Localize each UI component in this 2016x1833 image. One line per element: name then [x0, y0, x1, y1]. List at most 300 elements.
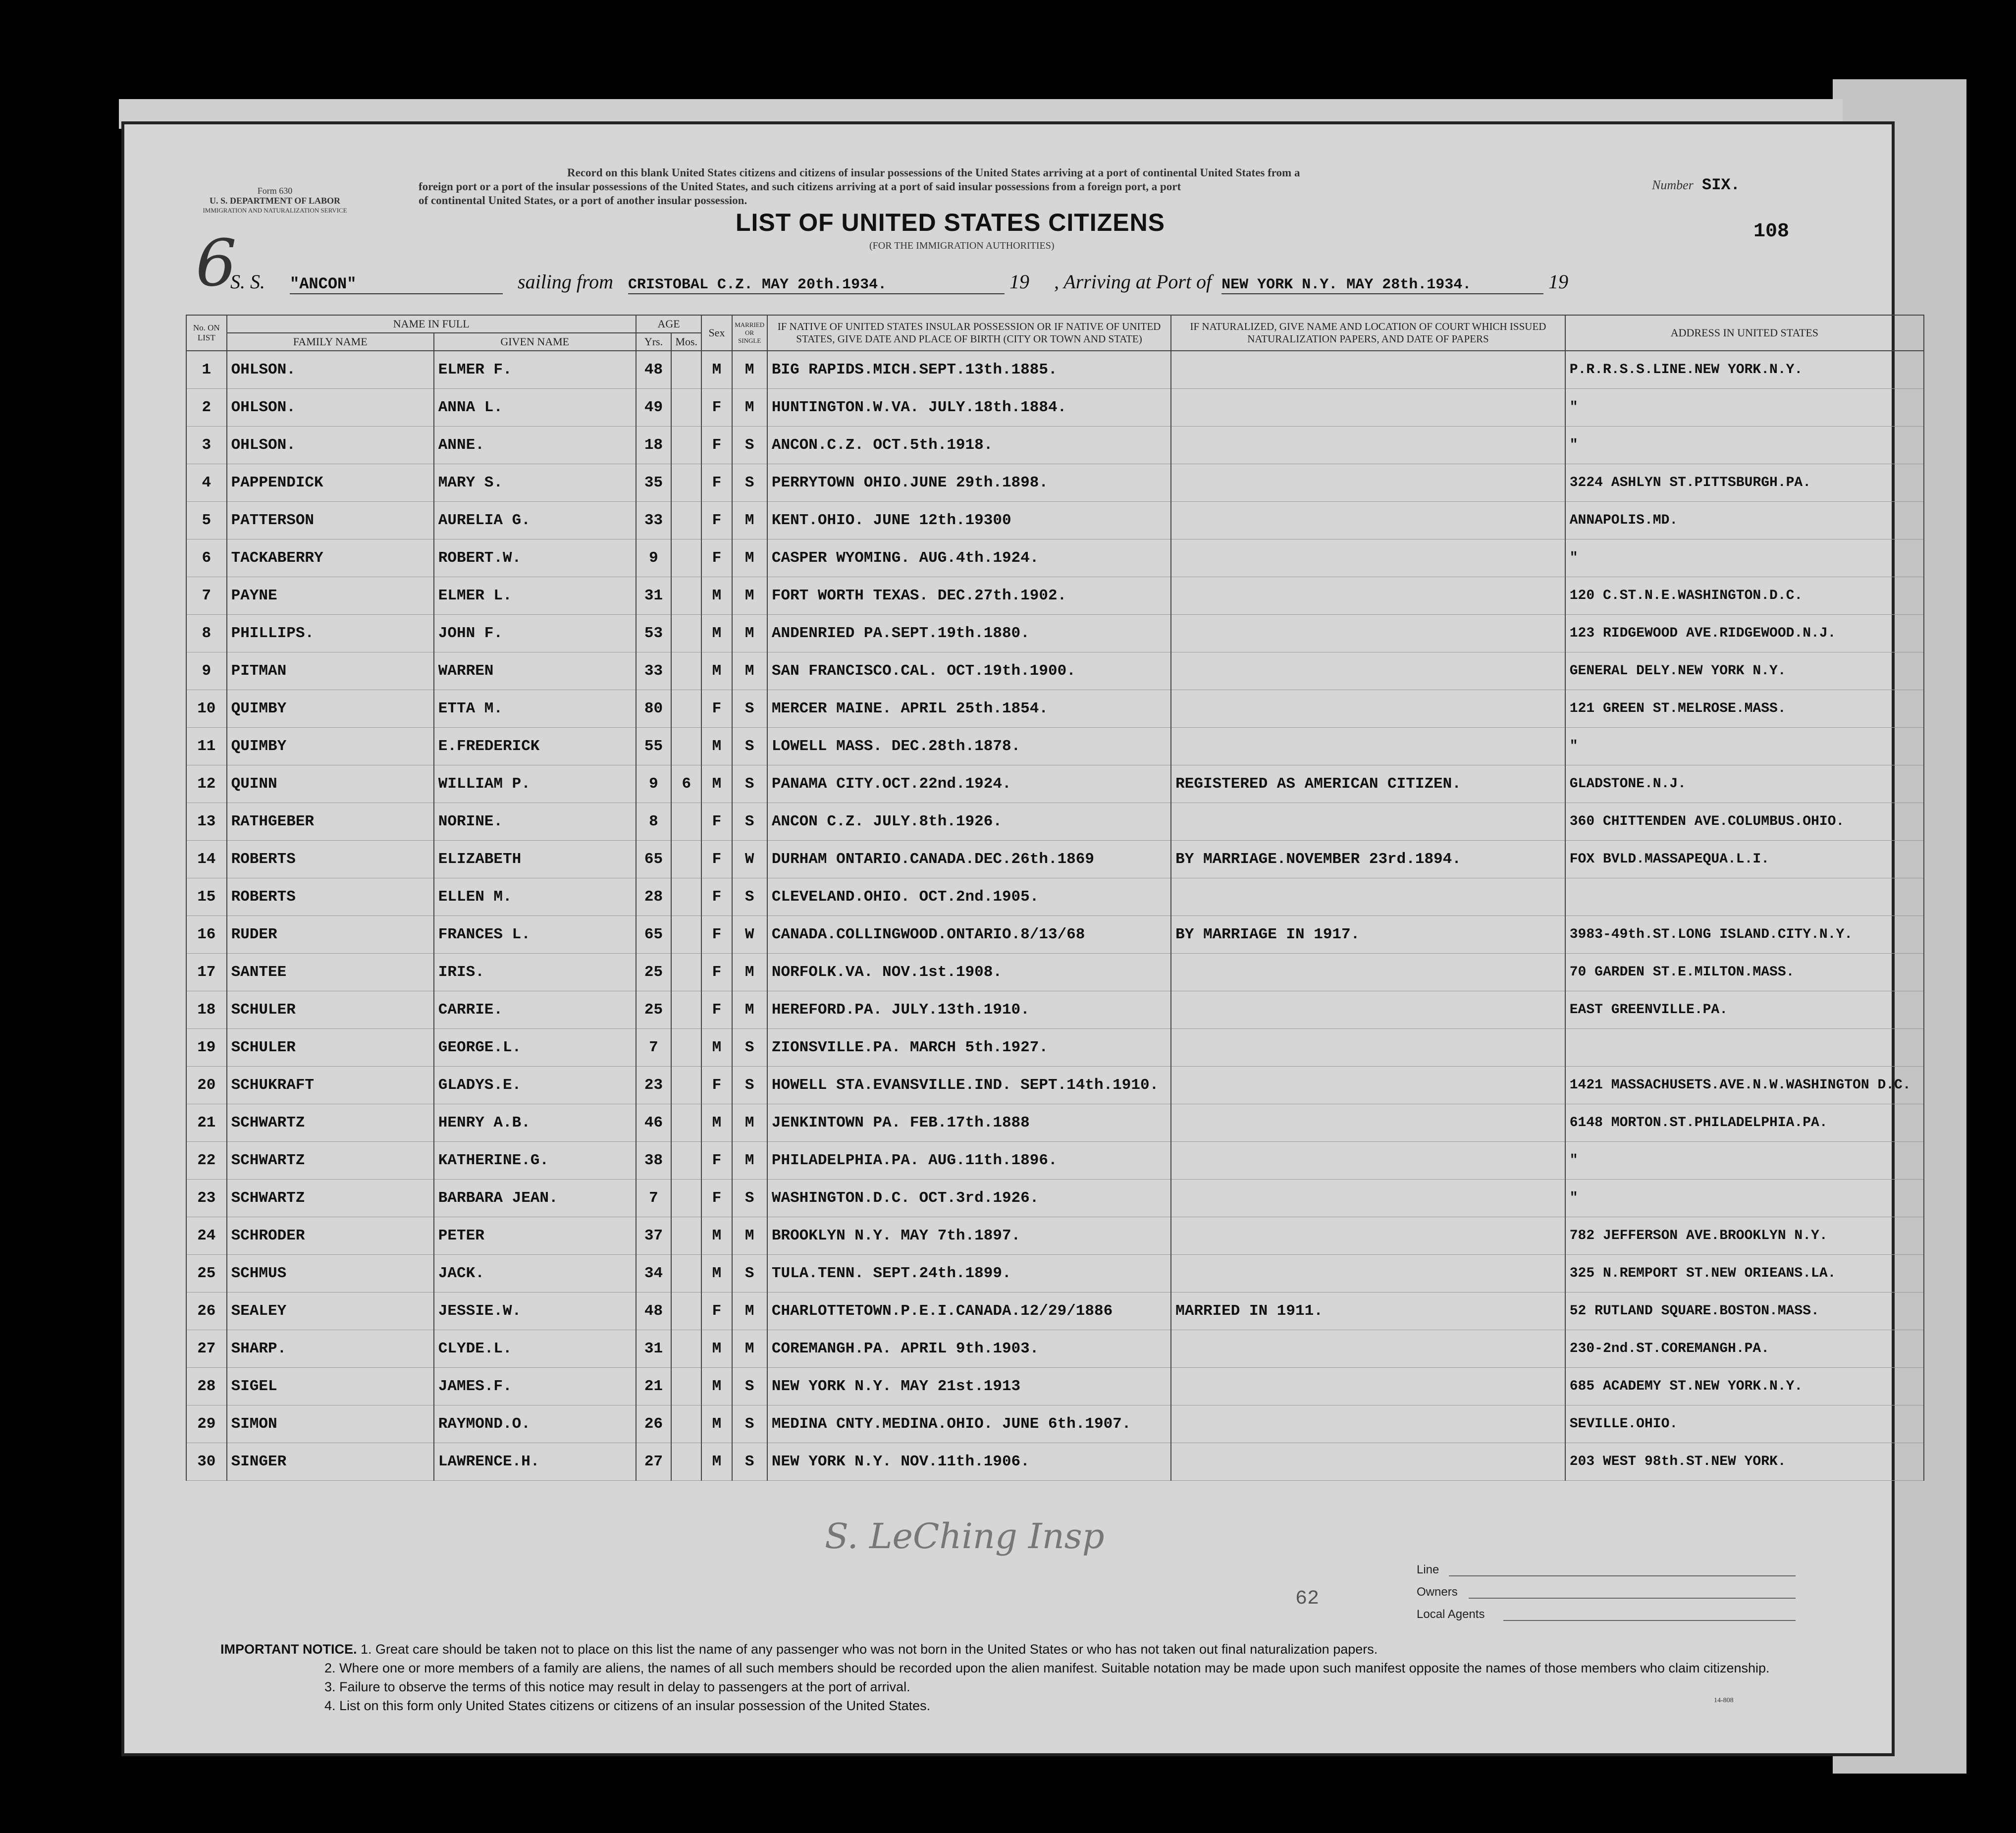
table-row: [186, 351, 1924, 389]
naturalization-cell: [1171, 690, 1565, 728]
year-label-arrival: 19: [1548, 270, 1569, 293]
row-number-cell: 14: [186, 841, 227, 878]
form-number: Form 630: [257, 186, 293, 196]
family-name-cell: OHLSON.: [227, 427, 434, 464]
birth-place-date-cell: TULA.TENN. SEPT.24th.1899.: [767, 1255, 1171, 1293]
table-row: [186, 1180, 1924, 1217]
age-years-cell: 18: [636, 427, 671, 464]
sex-cell: F: [701, 878, 732, 916]
given-name-cell: ELMER L.: [434, 577, 636, 615]
birth-place-date-cell: CHARLOTTETOWN.P.E.I.CANADA.12/29/1886: [767, 1293, 1171, 1330]
birth-place-date-cell: MEDINA CNTY.MEDINA.OHIO. JUNE 6th.1907.: [767, 1405, 1171, 1443]
family-name-cell: SIMON: [227, 1405, 434, 1443]
row-number-cell: 3: [186, 427, 227, 464]
sex-cell: F: [701, 502, 732, 539]
given-name-cell: BARBARA JEAN.: [434, 1180, 636, 1217]
table-row: [186, 991, 1924, 1029]
age-years-cell: 80: [636, 690, 671, 728]
punch-hole: [83, 1499, 105, 1520]
age-months-cell: [671, 464, 701, 502]
table-row: [186, 1405, 1924, 1443]
table-row: [186, 1104, 1924, 1142]
page-title: LIST OF UNITED STATES CITIZENS: [736, 209, 1166, 236]
birth-place-date-cell: JENKINTOWN PA. FEB.17th.1888: [767, 1104, 1171, 1142]
age-years-cell: 7: [636, 1180, 671, 1217]
naturalization-cell: BY MARRIAGE.NOVEMBER 23rd.1894.: [1171, 841, 1565, 878]
family-name-cell: TACKABERRY: [227, 539, 434, 577]
table-row: [186, 1368, 1924, 1405]
age-years-cell: 53: [636, 615, 671, 652]
family-name-cell: SCHWARTZ: [227, 1180, 434, 1217]
row-number-cell: 10: [186, 690, 227, 728]
naturalization-cell: BY MARRIAGE IN 1917.: [1171, 916, 1565, 954]
birth-place-date-cell: HEREFORD.PA. JULY.13th.1910.: [767, 991, 1171, 1029]
age-years-cell: 31: [636, 577, 671, 615]
family-name-cell: PATTERSON: [227, 502, 434, 539]
col-yrs: Yrs.: [636, 333, 671, 351]
row-number-cell: 21: [186, 1104, 227, 1142]
sex-cell: M: [701, 1443, 732, 1481]
sex-cell: F: [701, 690, 732, 728]
sex-cell: M: [701, 1104, 732, 1142]
sex-cell: F: [701, 1067, 732, 1104]
naturalization-cell: [1171, 1405, 1565, 1443]
family-name-cell: RATHGEBER: [227, 803, 434, 841]
table-row: [186, 765, 1924, 803]
given-name-cell: RAYMOND.O.: [434, 1405, 636, 1443]
us-address-cell: [1565, 878, 1924, 916]
age-years-cell: 34: [636, 1255, 671, 1293]
age-years-cell: 7: [636, 1029, 671, 1067]
family-name-cell: SCHRODER: [227, 1217, 434, 1255]
age-months-cell: [671, 1104, 701, 1142]
us-address-cell: EAST GREENVILLE.PA.: [1565, 991, 1924, 1029]
marital-status-cell: M: [732, 652, 767, 690]
naturalization-cell: [1171, 1067, 1565, 1104]
naturalization-cell: [1171, 1368, 1565, 1405]
given-name-cell: AURELIA G.: [434, 502, 636, 539]
marital-status-cell: S: [732, 464, 767, 502]
age-months-cell: [671, 427, 701, 464]
us-address-cell: 120 C.ST.N.E.WASHINGTON.D.C.: [1565, 577, 1924, 615]
birth-place-date-cell: ANCON.C.Z. OCT.5th.1918.: [767, 427, 1171, 464]
age-months-cell: [671, 539, 701, 577]
sailing-label: sailing from: [518, 270, 613, 293]
naturalization-cell: [1171, 1029, 1565, 1067]
naturalization-cell: [1171, 652, 1565, 690]
sex-cell: M: [701, 728, 732, 765]
us-address-cell: 3224 ASHLYN ST.PITTSBURGH.PA.: [1565, 464, 1924, 502]
given-name-cell: WARREN: [434, 652, 636, 690]
age-months-cell: [671, 690, 701, 728]
family-name-cell: RUDER: [227, 916, 434, 954]
family-name-cell: OHLSON.: [227, 389, 434, 427]
table-row: [186, 577, 1924, 615]
age-months-cell: [671, 1029, 701, 1067]
page-subtitle: (FOR THE IMMIGRATION AUTHORITIES): [869, 240, 1055, 251]
notice-item-3: 3. Failure to observe the terms of this notice may result in delay to passengers at the port of arrival.: [324, 1679, 910, 1694]
marital-status-cell: S: [732, 803, 767, 841]
naturalization-cell: [1171, 502, 1565, 539]
intro-line-1: Record on this blank United States citizens and citizens of insular possessions of the United States arriving at a port of continental United States from a: [567, 166, 1300, 179]
col-mos: Mos.: [671, 333, 701, 351]
table-row: [186, 615, 1924, 652]
given-name-cell: E.FREDERICK: [434, 728, 636, 765]
sex-cell: F: [701, 954, 732, 991]
punch-hole: [83, 721, 105, 743]
age-months-cell: [671, 841, 701, 878]
age-years-cell: 25: [636, 991, 671, 1029]
us-address-cell: 203 WEST 98th.ST.NEW YORK.: [1565, 1443, 1924, 1481]
us-address-cell: 70 GARDEN ST.E.MILTON.MASS.: [1565, 954, 1924, 991]
marital-status-cell: M: [732, 1330, 767, 1368]
given-name-cell: ELLEN M.: [434, 878, 636, 916]
row-number-cell: 8: [186, 615, 227, 652]
given-name-cell: PETER: [434, 1217, 636, 1255]
given-name-cell: NORINE.: [434, 803, 636, 841]
family-name-cell: SCHULER: [227, 1029, 434, 1067]
marital-status-cell: W: [732, 841, 767, 878]
line-label: Line: [1417, 1563, 1439, 1576]
punch-hole: [83, 632, 105, 653]
family-name-cell: SCHULER: [227, 991, 434, 1029]
local-agents-label: Local Agents: [1417, 1608, 1485, 1621]
form-id-block: [196, 186, 354, 216]
us-address-cell: 52 RUTLAND SQUARE.BOSTON.MASS.: [1565, 1293, 1924, 1330]
table-row: [186, 728, 1924, 765]
sex-cell: M: [701, 1330, 732, 1368]
marital-status-cell: S: [732, 1029, 767, 1067]
given-name-cell: JAMES.F.: [434, 1368, 636, 1405]
marital-status-cell: M: [732, 1142, 767, 1180]
family-name-cell: PHILLIPS.: [227, 615, 434, 652]
marital-status-cell: M: [732, 502, 767, 539]
age-months-cell: [671, 1443, 701, 1481]
given-name-cell: ANNA L.: [434, 389, 636, 427]
table-row: [186, 502, 1924, 539]
owners-label: Owners: [1417, 1585, 1458, 1599]
age-years-cell: 35: [636, 464, 671, 502]
birth-place-date-cell: LOWELL MASS. DEC.28th.1878.: [767, 728, 1171, 765]
us-address-cell: ": [1565, 539, 1924, 577]
table-row: [186, 841, 1924, 878]
naturalization-cell: [1171, 577, 1565, 615]
us-address-cell: GENERAL DELY.NEW YORK N.Y.: [1565, 652, 1924, 690]
age-months-cell: [671, 1330, 701, 1368]
age-months-cell: [671, 1405, 701, 1443]
intro-line-2: foreign port or a port of the insular possessions of the United States, and such citizens arriving at a port of said insular possessions from a foreign port, a port: [419, 180, 1181, 193]
sex-cell: F: [701, 803, 732, 841]
given-name-cell: ROBERT.W.: [434, 539, 636, 577]
birth-place-date-cell: NORFOLK.VA. NOV.1st.1908.: [767, 954, 1171, 991]
us-address-cell: SEVILLE.OHIO.: [1565, 1405, 1924, 1443]
age-months-cell: [671, 615, 701, 652]
age-months-cell: [671, 577, 701, 615]
family-name-cell: SINGER: [227, 1443, 434, 1481]
table-row: [186, 1443, 1924, 1481]
col-no: No. ON LIST: [186, 315, 227, 351]
age-years-cell: 8: [636, 803, 671, 841]
given-name-cell: KATHERINE.G.: [434, 1142, 636, 1180]
given-name-cell: GEORGE.L.: [434, 1029, 636, 1067]
birth-place-date-cell: PANAMA CITY.OCT.22nd.1924.: [767, 765, 1171, 803]
notice-title: IMPORTANT NOTICE.: [220, 1642, 357, 1657]
family-name-cell: SCHWARTZ: [227, 1104, 434, 1142]
marital-status-cell: M: [732, 389, 767, 427]
table-row: [186, 690, 1924, 728]
sex-cell: F: [701, 991, 732, 1029]
naturalization-cell: [1171, 1180, 1565, 1217]
us-address-cell: 1421 MASSACHUSETS.AVE.N.W.WASHINGTON D.C.: [1565, 1067, 1924, 1104]
naturalization-cell: [1171, 427, 1565, 464]
table-row: [186, 1217, 1924, 1255]
birth-place-date-cell: COREMANGH.PA. APRIL 9th.1903.: [767, 1330, 1171, 1368]
port-of-arrival: NEW YORK N.Y. MAY 28th.1934.: [1221, 276, 1543, 294]
arriving-label: , Arriving at Port of: [1054, 270, 1212, 293]
sex-cell: M: [701, 1368, 732, 1405]
sex-cell: M: [701, 615, 732, 652]
list-number: [1652, 176, 1740, 194]
us-address-cell: GLADSTONE.N.J.: [1565, 765, 1924, 803]
age-years-cell: 27: [636, 1443, 671, 1481]
us-address-cell: 782 JEFFERSON AVE.BROOKLYN N.Y.: [1565, 1217, 1924, 1255]
row-number-cell: 26: [186, 1293, 227, 1330]
marital-status-cell: M: [732, 1217, 767, 1255]
us-address-cell: 3983-49th.ST.LONG ISLAND.CITY.N.Y.: [1565, 916, 1924, 954]
sex-cell: F: [701, 427, 732, 464]
marital-status-cell: S: [732, 690, 767, 728]
table-row: [186, 652, 1924, 690]
age-months-cell: [671, 878, 701, 916]
age-years-cell: 31: [636, 1330, 671, 1368]
table-row: [186, 803, 1924, 841]
manifest-page: [121, 121, 1911, 1756]
sex-cell: M: [701, 1217, 732, 1255]
marital-status-cell: S: [732, 1067, 767, 1104]
given-name-cell: MARY S.: [434, 464, 636, 502]
sex-cell: M: [701, 1405, 732, 1443]
family-name-cell: QUIMBY: [227, 728, 434, 765]
family-name-cell: SEALEY: [227, 1293, 434, 1330]
marital-status-cell: M: [732, 1293, 767, 1330]
us-address-cell: 123 RIDGEWOOD AVE.RIDGEWOOD.N.J.: [1565, 615, 1924, 652]
table-row: [186, 878, 1924, 916]
given-name-cell: JACK.: [434, 1255, 636, 1293]
row-number-cell: 22: [186, 1142, 227, 1180]
birth-place-date-cell: CASPER WYOMING. AUG.4th.1924.: [767, 539, 1171, 577]
marital-status-cell: M: [732, 991, 767, 1029]
age-years-cell: 26: [636, 1405, 671, 1443]
us-address-cell: FOX BVLD.MASSAPEQUA.L.I.: [1565, 841, 1924, 878]
table-row: [186, 1330, 1924, 1368]
family-name-cell: QUIMBY: [227, 690, 434, 728]
sex-cell: M: [701, 1255, 732, 1293]
age-years-cell: 65: [636, 841, 671, 878]
age-years-cell: 37: [636, 1217, 671, 1255]
table-row: [186, 1255, 1924, 1293]
naturalization-cell: [1171, 954, 1565, 991]
birth-place-date-cell: DURHAM ONTARIO.CANADA.DEC.26th.1869: [767, 841, 1171, 878]
us-address-cell: [1565, 1029, 1924, 1067]
row-number-cell: 4: [186, 464, 227, 502]
sex-cell: M: [701, 652, 732, 690]
us-address-cell: ANNAPOLIS.MD.: [1565, 502, 1924, 539]
row-number-cell: 6: [186, 539, 227, 577]
col-naturalized: IF NATURALIZED, GIVE NAME AND LOCATION OF COURT WHICH ISSUED NATURALIZATION PAPERS, AND DATE OF PAPERS: [1171, 315, 1565, 351]
marital-status-cell: M: [732, 1104, 767, 1142]
marital-status-cell: S: [732, 765, 767, 803]
row-number-cell: 9: [186, 652, 227, 690]
family-name-cell: PAYNE: [227, 577, 434, 615]
age-months-cell: [671, 389, 701, 427]
birth-place-date-cell: KENT.OHIO. JUNE 12th.19300: [767, 502, 1171, 539]
row-number-cell: 29: [186, 1405, 227, 1443]
row-number-cell: 15: [186, 878, 227, 916]
naturalization-cell: [1171, 803, 1565, 841]
family-name-cell: SCHMUS: [227, 1255, 434, 1293]
age-months-cell: [671, 1067, 701, 1104]
service-name: IMMIGRATION AND NATURALIZATION SERVICE: [203, 207, 347, 214]
birth-place-date-cell: NEW YORK N.Y. MAY 21st.1913: [767, 1368, 1171, 1405]
row-number-cell: 25: [186, 1255, 227, 1293]
birth-place-date-cell: CANADA.COLLINGWOOD.ONTARIO.8/13/68: [767, 916, 1171, 954]
given-name-cell: JESSIE.W.: [434, 1293, 636, 1330]
age-years-cell: 49: [636, 389, 671, 427]
marital-status-cell: S: [732, 1255, 767, 1293]
marital-status-cell: S: [732, 427, 767, 464]
age-years-cell: 25: [636, 954, 671, 991]
birth-place-date-cell: ZIONSVILLE.PA. MARCH 5th.1927.: [767, 1029, 1171, 1067]
col-age: AGE: [636, 315, 702, 333]
us-address-cell: 360 CHITTENDEN AVE.COLUMBUS.OHIO.: [1565, 803, 1924, 841]
naturalization-cell: [1171, 1217, 1565, 1255]
naturalization-cell: [1171, 464, 1565, 502]
birth-place-date-cell: BIG RAPIDS.MICH.SEPT.13th.1885.: [767, 351, 1171, 389]
us-address-cell: 325 N.REMPORT ST.NEW ORIEANS.LA.: [1565, 1255, 1924, 1293]
family-name-cell: ROBERTS: [227, 841, 434, 878]
sex-cell: F: [701, 1142, 732, 1180]
naturalization-cell: [1171, 1104, 1565, 1142]
naturalization-cell: [1171, 878, 1565, 916]
naturalization-cell: [1171, 389, 1565, 427]
birth-place-date-cell: WASHINGTON.D.C. OCT.3rd.1926.: [767, 1180, 1171, 1217]
row-number-cell: 7: [186, 577, 227, 615]
age-years-cell: 38: [636, 1142, 671, 1180]
col-sex: Sex: [701, 315, 732, 351]
sex-cell: F: [701, 1180, 732, 1217]
birth-place-date-cell: ANDENRIED PA.SEPT.19th.1880.: [767, 615, 1171, 652]
inspector-signature: S. LeChing Insp: [825, 1516, 1105, 1557]
marital-status-cell: M: [732, 577, 767, 615]
given-name-cell: LAWRENCE.H.: [434, 1443, 636, 1481]
naturalization-cell: [1171, 351, 1565, 389]
age-years-cell: 33: [636, 502, 671, 539]
naturalization-cell: REGISTERED AS AMERICAN CITIZEN.: [1171, 765, 1565, 803]
margin-handwritten-number: 6: [196, 225, 237, 301]
family-name-cell: ROBERTS: [227, 878, 434, 916]
given-name-cell: FRANCES L.: [434, 916, 636, 954]
naturalization-cell: [1171, 1255, 1565, 1293]
row-number-cell: 17: [186, 954, 227, 991]
us-address-cell: ": [1565, 389, 1924, 427]
row-number-cell: 5: [186, 502, 227, 539]
age-years-cell: 46: [636, 1104, 671, 1142]
col-address: ADDRESS IN UNITED STATES: [1565, 315, 1924, 351]
given-name-cell: ANNE.: [434, 427, 636, 464]
age-years-cell: 9: [636, 765, 671, 803]
intro-line-3: of continental United States, or a port of another insular possession.: [419, 194, 747, 207]
age-months-cell: 6: [671, 765, 701, 803]
naturalization-cell: [1171, 539, 1565, 577]
age-months-cell: [671, 954, 701, 991]
given-name-cell: HENRY A.B.: [434, 1104, 636, 1142]
us-address-cell: 685 ACADEMY ST.NEW YORK.N.Y.: [1565, 1368, 1924, 1405]
birth-place-date-cell: BROOKLYN N.Y. MAY 7th.1897.: [767, 1217, 1171, 1255]
age-years-cell: 48: [636, 351, 671, 389]
table-row: [186, 1067, 1924, 1104]
age-months-cell: [671, 803, 701, 841]
punch-hole: [83, 1172, 105, 1193]
table-row: [186, 916, 1924, 954]
row-number-cell: 2: [186, 389, 227, 427]
given-name-cell: JOHN F.: [434, 615, 636, 652]
sex-cell: F: [701, 464, 732, 502]
table-row: [186, 539, 1924, 577]
notice-item-2: 2. Where one or more members of a family are aliens, the names of all such members should be recorded upon the alien manifest. Suitable notation may be made upon such manifest opposite the names of those members who claim citizenship.: [324, 1661, 1770, 1675]
birth-place-date-cell: PHILADELPHIA.PA. AUG.11th.1896.: [767, 1142, 1171, 1180]
marital-status-cell: M: [732, 615, 767, 652]
given-name-cell: CLYDE.L.: [434, 1330, 636, 1368]
col-married: MARRIED OR SINGLE: [732, 315, 767, 351]
notice-item-4: 4. List on this form only United States citizens or citizens of an insular possession of the United States.: [324, 1698, 931, 1713]
us-address-cell: 6148 MORTON.ST.PHILADELPHIA.PA.: [1565, 1104, 1924, 1142]
given-name-cell: ELMER F.: [434, 351, 636, 389]
family-name-cell: QUINN: [227, 765, 434, 803]
sex-cell: F: [701, 389, 732, 427]
given-name-cell: GLADYS.E.: [434, 1067, 636, 1104]
age-months-cell: [671, 916, 701, 954]
sex-cell: M: [701, 351, 732, 389]
row-number-cell: 28: [186, 1368, 227, 1405]
us-address-cell: P.R.R.S.S.LINE.NEW YORK.N.Y.: [1565, 351, 1924, 389]
header-row: [186, 315, 1924, 333]
table-row: [186, 464, 1924, 502]
marital-status-cell: S: [732, 878, 767, 916]
sex-cell: M: [701, 577, 732, 615]
given-name-cell: WILLIAM P.: [434, 765, 636, 803]
intro-text: [419, 166, 1682, 208]
col-family-name: FAMILY NAME: [227, 333, 434, 351]
age-years-cell: 9: [636, 539, 671, 577]
birth-place-date-cell: HOWELL STA.EVANSVILLE.IND. SEPT.14th.1910.: [767, 1067, 1171, 1104]
us-address-cell: 230-2nd.ST.COREMANGH.PA.: [1565, 1330, 1924, 1368]
age-months-cell: [671, 728, 701, 765]
sex-cell: F: [701, 916, 732, 954]
us-address-cell: ": [1565, 427, 1924, 464]
table-row: [186, 1029, 1924, 1067]
age-months-cell: [671, 1293, 701, 1330]
given-name-cell: ELIZABETH: [434, 841, 636, 878]
page-number: 108: [1753, 220, 1790, 243]
table-row: [186, 1293, 1924, 1330]
row-number-cell: 19: [186, 1029, 227, 1067]
birth-place-date-cell: FORT WORTH TEXAS. DEC.27th.1902.: [767, 577, 1171, 615]
marital-status-cell: S: [732, 1180, 767, 1217]
agent-line: [1469, 1598, 1796, 1599]
row-number-cell: 1: [186, 351, 227, 389]
table-row: [186, 427, 1924, 464]
marital-status-cell: M: [732, 954, 767, 991]
